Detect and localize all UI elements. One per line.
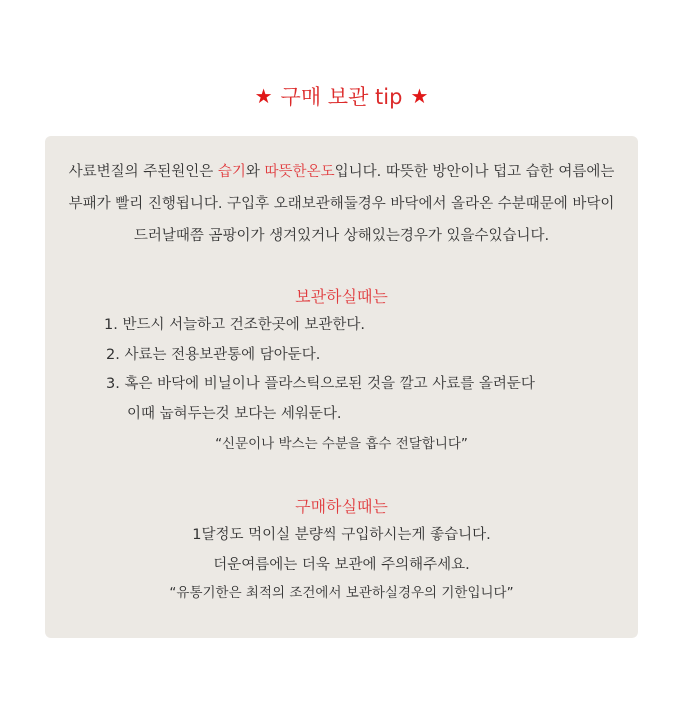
- intro-line-1: [45, 161, 638, 183]
- purchase-heading: 구매하실때는: [295, 497, 388, 516]
- purchase-quote: “유통기한은 최적의 조건에서 보관하실경우의 기한입니다”: [169, 585, 514, 601]
- intro-line-3: 드러날때쯤 곰팡이가 생겨있거나 상해있는경우가 있을수있습니다.: [133, 228, 550, 244]
- storage-quote: “신문이나 박스는 수분을 흡수 전달합니다”: [215, 436, 468, 452]
- storage-item-2: 2. 사료는 전용보관통에 담아둔다.: [106, 347, 321, 363]
- intro-text: 와: [245, 164, 265, 180]
- title-text: 구매 보관 tip: [280, 85, 403, 109]
- page-title: [0, 80, 683, 112]
- star-icon: ★: [410, 84, 429, 108]
- purchase-line-2: 더운여름에는 더욱 보관에 주의해주세요.: [213, 557, 470, 573]
- storage-item-1: 1. 반드시 서늘하고 건조한곳에 보관한다.: [104, 317, 365, 333]
- tip-box: [45, 136, 638, 638]
- star-icon: ★: [254, 84, 273, 108]
- intro-line-2: 부패가 빨리 진행됩니다. 구입후 오래보관해둘경우 바닥에서 올라온 수분때문에 바닥이: [68, 196, 615, 212]
- highlight-temperature: 따뜻한온도: [264, 164, 335, 180]
- storage-item-3: 3. 혹은 바닥에 비닐이나 플라스틱으로된 것을 깔고 사료를 올려둔다: [106, 376, 535, 392]
- storage-item-3-continued: 이때 눕혀두는것 보다는 세워둔다.: [127, 406, 342, 422]
- purchase-line-1: 1달정도 먹이실 분량씩 구입하시는게 좋습니다.: [192, 527, 491, 543]
- intro-text: 입니다. 따뜻한 방안이나 덥고 습한 여름에는: [334, 164, 615, 180]
- highlight-humidity: 습기: [217, 164, 246, 180]
- intro-text: 사료변질의 주된원인은: [68, 164, 218, 180]
- storage-heading: 보관하실때는: [295, 287, 388, 306]
